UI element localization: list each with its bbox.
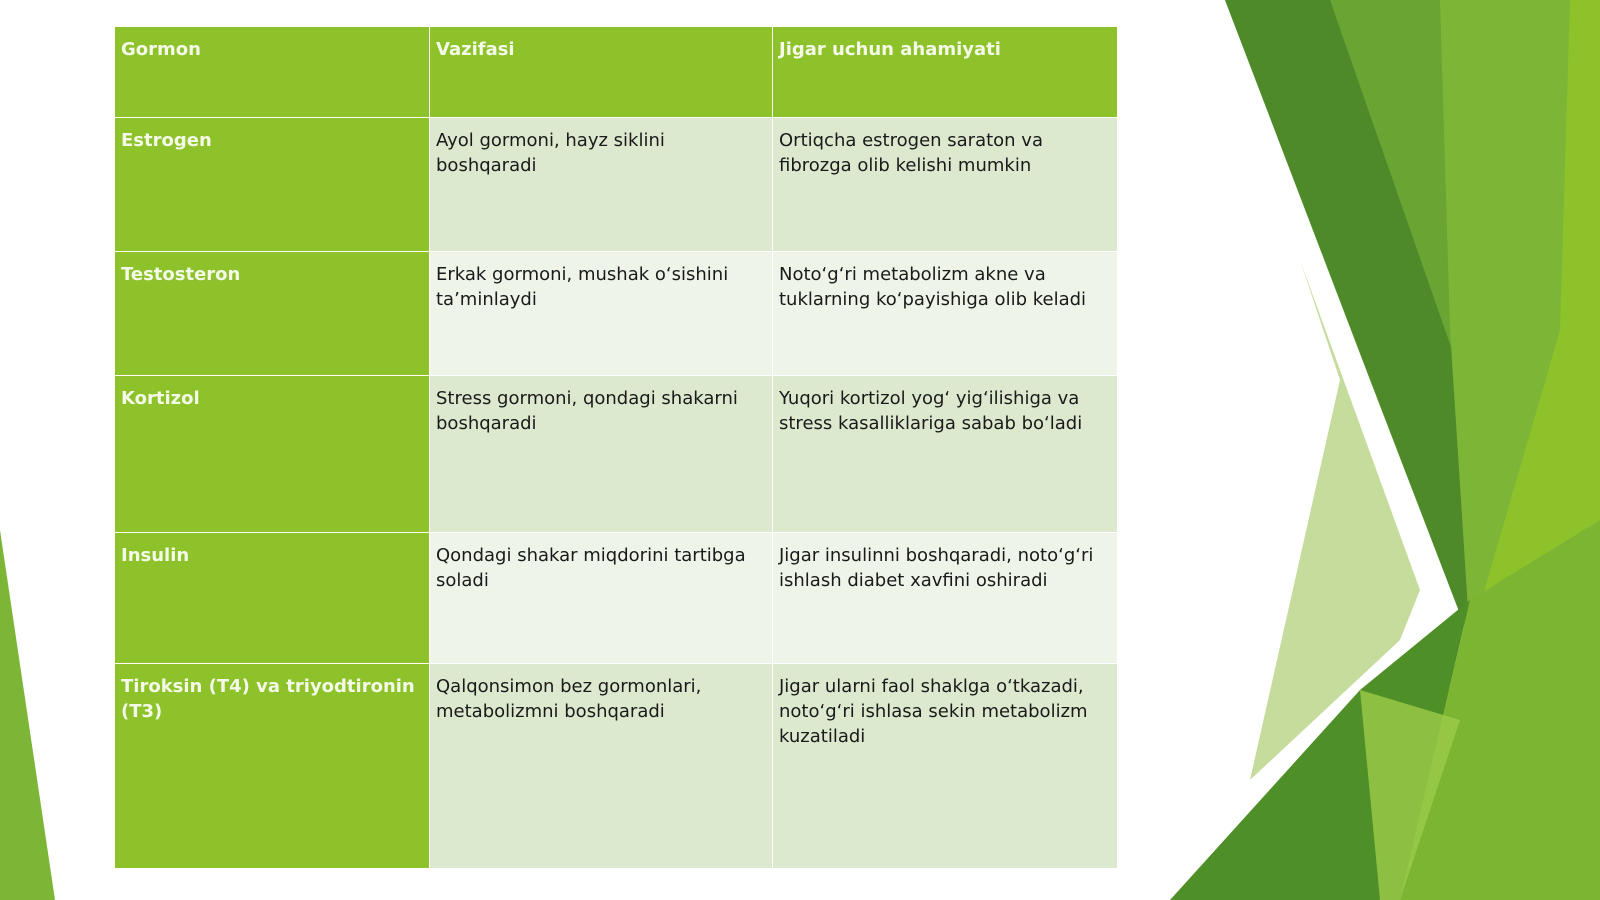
hormone-name: Insulin [115,533,430,664]
table-row [115,118,1118,252]
table-row [115,376,1118,533]
table-row [115,252,1118,376]
header-gormon: Gormon [115,27,430,118]
hormone-function: Qalqonsimon bez gormonlari, metabolizmni boshqaradi [430,664,773,869]
hormone-function: Stress gormoni, qondagi shakarni boshqaradi [430,376,773,533]
liver-importance: Yuqori kortizol yog‘ yig‘ilishiga va stress kasalliklariga sabab bo‘ladi [773,376,1118,533]
hormone-table [114,26,1118,869]
hormone-name: Estrogen [115,118,430,252]
hormone-function: Qondagi shakar miqdorini tartibga soladi [430,533,773,664]
liver-importance: Noto‘g‘ri metabolizm akne va tuklarning ko‘payishiga olib keladi [773,252,1118,376]
table-header-row [115,27,1118,118]
hormone-name: Testosteron [115,252,430,376]
deco-shape-left [0,530,55,900]
hormone-function: Erkak gormoni, mushak o‘sishini ta’minlaydi [430,252,773,376]
header-vazifasi: Vazifasi [430,27,773,118]
hormone-name: Kortizol [115,376,430,533]
hormone-name: Tiroksin (T4) va triyodtironin (T3) [115,664,430,869]
liver-importance: Jigar insulinni boshqaradi, noto‘g‘ri ishlash diabet xavfini oshiradi [773,533,1118,664]
hormone-function: Ayol gormoni, hayz siklini boshqaradi [430,118,773,252]
liver-importance: Ortiqcha estrogen saraton va fibrozga olib kelishi mumkin [773,118,1118,252]
table-row [115,533,1118,664]
table-row [115,664,1118,869]
liver-importance: Jigar ularni faol shaklga o‘tkazadi, noto‘g‘ri ishlasa sekin metabolizm kuzatiladi [773,664,1118,869]
header-jigar-ahamiyati: Jigar uchun ahamiyati [773,27,1118,118]
